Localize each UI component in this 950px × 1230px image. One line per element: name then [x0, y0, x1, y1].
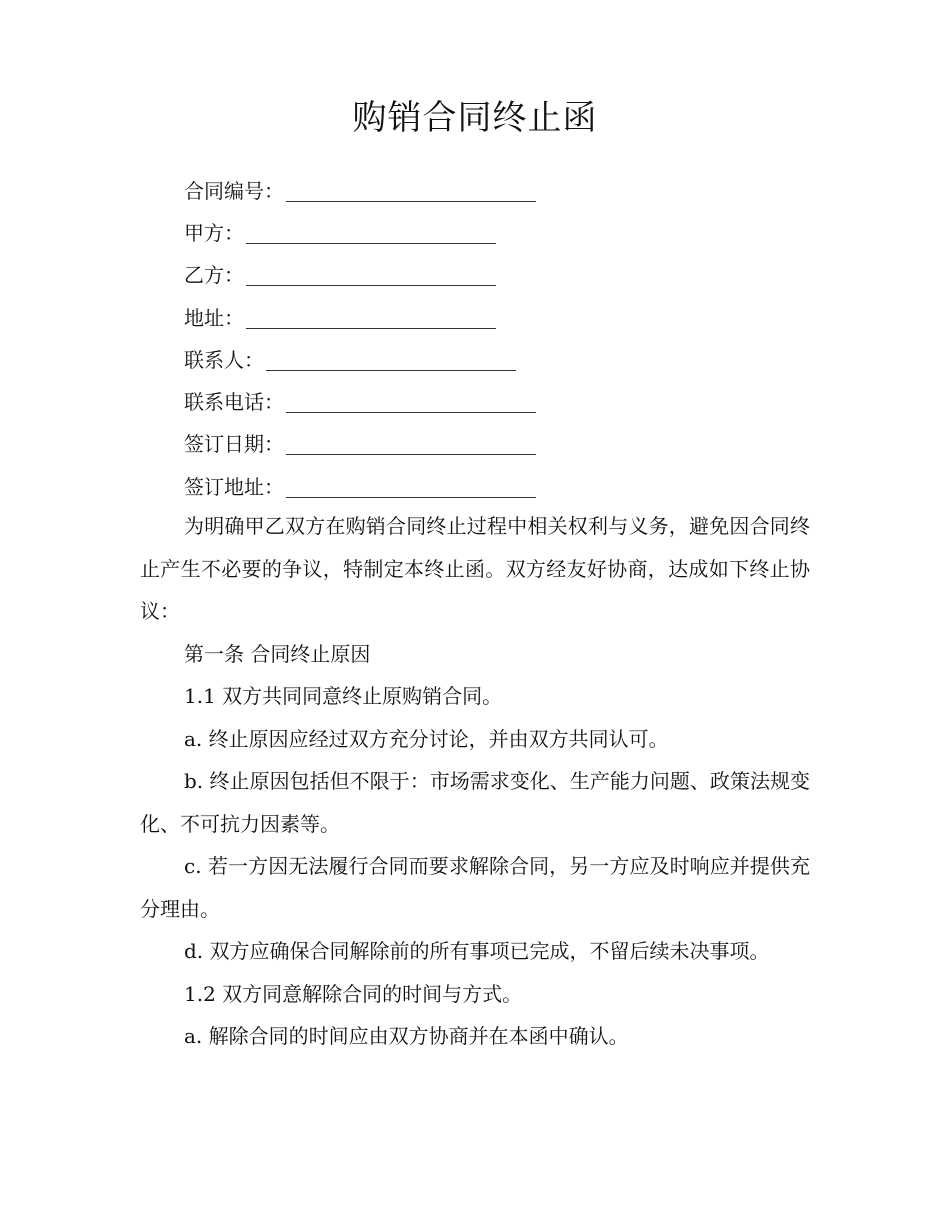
- fill-in-blank: [246, 310, 496, 329]
- clause-1-1-b: b. 终止原因包括但不限于：市场需求变化、生产能力问题、政策法规变化、不可抗力因素等。: [140, 769, 810, 836]
- document-title: 购销合同终止函: [352, 98, 598, 138]
- clause-1-1-c: c. 若一方因无法履行合同而要求解除合同，另一方应及时响应并提供充分理由。: [140, 854, 810, 921]
- field-label: 地址：: [184, 305, 244, 330]
- article-heading: 第一条 合同终止原因: [184, 641, 371, 666]
- field-contract-number: [184, 168, 536, 210]
- contract-fields: [184, 168, 536, 506]
- clause-1-1-a: a. 终止原因应经过双方充分讨论，并由双方共同认可。: [184, 726, 669, 751]
- field-signing-place: [184, 464, 536, 506]
- clause-1-2-a: a. 解除合同的时间应由双方协商并在本函中确认。: [184, 1024, 629, 1048]
- fill-in-blank: [246, 267, 496, 286]
- field-label: 联系电话：: [184, 390, 284, 415]
- field-party-a: [184, 210, 536, 252]
- clause-1-1: 1.1 双方共同同意终止原购销合同。: [184, 684, 503, 708]
- field-signing-date: [184, 422, 536, 464]
- field-party-b: [184, 253, 536, 295]
- clause-1-1-d: d. 双方应确保合同解除前的所有事项已完成，不留后续未决事项。: [184, 939, 770, 963]
- field-label: 签订地址：: [184, 474, 284, 499]
- field-label: 签订日期：: [184, 432, 284, 457]
- document-body: [140, 505, 810, 1058]
- field-label: 联系人：: [184, 347, 264, 372]
- fill-in-blank: [246, 225, 496, 244]
- fill-in-blank: [286, 479, 536, 498]
- field-contact-person: [184, 337, 536, 379]
- fill-in-blank: [286, 183, 536, 202]
- field-label: 乙方：: [184, 263, 244, 288]
- field-label: 甲方：: [184, 220, 244, 245]
- clause-1-2: 1.2 双方同意解除合同的时间与方式。: [184, 981, 523, 1006]
- field-label: 合同编号：: [184, 178, 284, 203]
- fill-in-blank: [266, 352, 516, 371]
- fill-in-blank: [286, 436, 536, 455]
- intro-paragraph: 为明确甲乙双方在购销合同终止过程中相关权利与义务，避免因合同终止产生不必要的争议，特制定本终止函。双方经友好协商，达成如下终止协议：: [140, 514, 810, 623]
- fill-in-blank: [286, 394, 536, 413]
- field-address: [184, 295, 536, 337]
- field-contact-phone: [184, 379, 536, 421]
